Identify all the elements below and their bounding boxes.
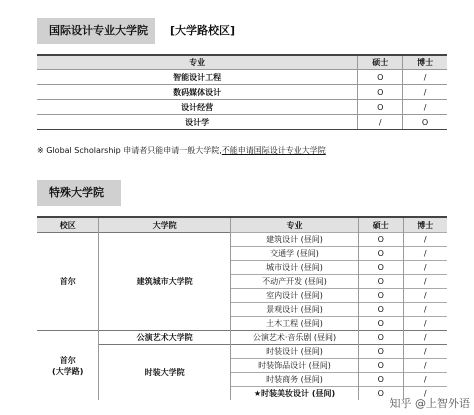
doctor-cell: / xyxy=(403,261,447,275)
header-doctor: 博士 xyxy=(403,217,447,233)
master-cell: O xyxy=(359,387,403,401)
scholarship-note xyxy=(37,145,326,156)
doctor-cell: / xyxy=(403,387,447,401)
table-row xyxy=(37,70,447,85)
table-row xyxy=(37,85,447,100)
major-cell: 时装饰品设计 (昼间) xyxy=(230,359,358,373)
major-cell: 不动产开发 (昼间) xyxy=(230,275,358,289)
doctor-cell: / xyxy=(403,233,447,247)
major-cell: 交通学 (昼间) xyxy=(230,247,358,261)
header-campus: 校区 xyxy=(37,217,99,233)
table-header-row xyxy=(37,55,447,70)
header-major: 专业 xyxy=(37,55,358,70)
master-cell: O xyxy=(358,70,403,85)
master-cell: O xyxy=(359,331,403,345)
doctor-cell: / xyxy=(403,373,447,387)
table-row xyxy=(37,331,447,345)
note-underlined-text: 不能申请国际设计专业大学院 xyxy=(221,146,326,155)
doctor-cell: / xyxy=(403,85,447,100)
major-cell: 城市设计 (昼间) xyxy=(230,261,358,275)
doctor-cell: O xyxy=(403,115,447,130)
header-major: 专业 xyxy=(230,217,358,233)
international-design-table xyxy=(37,54,447,130)
doctor-cell: / xyxy=(403,359,447,373)
special-graduate-table xyxy=(37,216,447,400)
master-cell: O xyxy=(359,317,403,331)
master-cell: O xyxy=(358,100,403,115)
major-cell: ★时装美妆设计 (昼间) xyxy=(230,387,358,401)
school-cell-architecture: 建筑城市大学院 xyxy=(99,233,231,331)
major-cell: 公演艺术·音乐剧 (昼间) xyxy=(230,331,358,345)
header-school: 大学院 xyxy=(99,217,231,233)
table-row xyxy=(37,345,447,359)
major-cell: 数码媒体设计 xyxy=(37,85,358,100)
watermark: 知乎 @上智外语 xyxy=(389,397,470,410)
header-master: 硕士 xyxy=(358,55,403,70)
section-title-international-design: 国际设计专业大学院 xyxy=(37,18,155,44)
major-cell: 时装设计 (昼间) xyxy=(230,345,358,359)
major-cell: 室内设计 (昼间) xyxy=(230,289,358,303)
table-row xyxy=(37,100,447,115)
master-cell: / xyxy=(358,115,403,130)
campus-label: [大学路校区] xyxy=(170,24,236,37)
doctor-cell: / xyxy=(403,303,447,317)
doctor-cell: / xyxy=(403,247,447,261)
master-cell: O xyxy=(359,289,403,303)
header-doctor: 博士 xyxy=(403,55,447,70)
master-cell: O xyxy=(359,275,403,289)
school-cell-performing-arts: 公演艺术大学院 xyxy=(99,331,231,345)
doctor-cell: / xyxy=(403,275,447,289)
major-cell: 景观设计 (昼间) xyxy=(230,303,358,317)
master-cell: O xyxy=(359,261,403,275)
major-cell: 智能设计工程 xyxy=(37,70,358,85)
major-cell: 设计经营 xyxy=(37,100,358,115)
major-cell: 时装商务 (昼间) xyxy=(230,373,358,387)
master-cell: O xyxy=(359,233,403,247)
master-cell: O xyxy=(359,373,403,387)
master-cell: O xyxy=(359,359,403,373)
school-cell-fashion: 时装大学院 xyxy=(99,345,231,401)
campus-cell-seoul: 首尔 xyxy=(37,233,99,331)
doctor-cell: / xyxy=(403,70,447,85)
master-cell: O xyxy=(359,345,403,359)
doctor-cell: / xyxy=(403,289,447,303)
doctor-cell: / xyxy=(403,100,447,115)
table-header-row xyxy=(37,217,447,233)
note-text: ※ Global Scholarship 申请者只能申请一般大学院, xyxy=(37,146,222,155)
master-cell: O xyxy=(358,85,403,100)
doctor-cell: / xyxy=(403,317,447,331)
doctor-cell: / xyxy=(403,345,447,359)
major-cell: 土木工程 (昼间) xyxy=(230,317,358,331)
campus-daehak-line1: 首尔 xyxy=(59,355,76,365)
doctor-cell: / xyxy=(403,331,447,345)
major-cell: 设计学 xyxy=(37,115,358,130)
major-cell: 建筑设计 (昼间) xyxy=(230,233,358,247)
table-row xyxy=(37,115,447,130)
section-title-special-graduate: 特殊大学院 xyxy=(37,180,121,206)
master-cell: O xyxy=(359,247,403,261)
campus-cell-daehak xyxy=(37,331,99,401)
table-row xyxy=(37,233,447,247)
header-master: 硕士 xyxy=(359,217,403,233)
campus-daehak-line2: (大学路) xyxy=(52,366,84,376)
master-cell: O xyxy=(359,303,403,317)
